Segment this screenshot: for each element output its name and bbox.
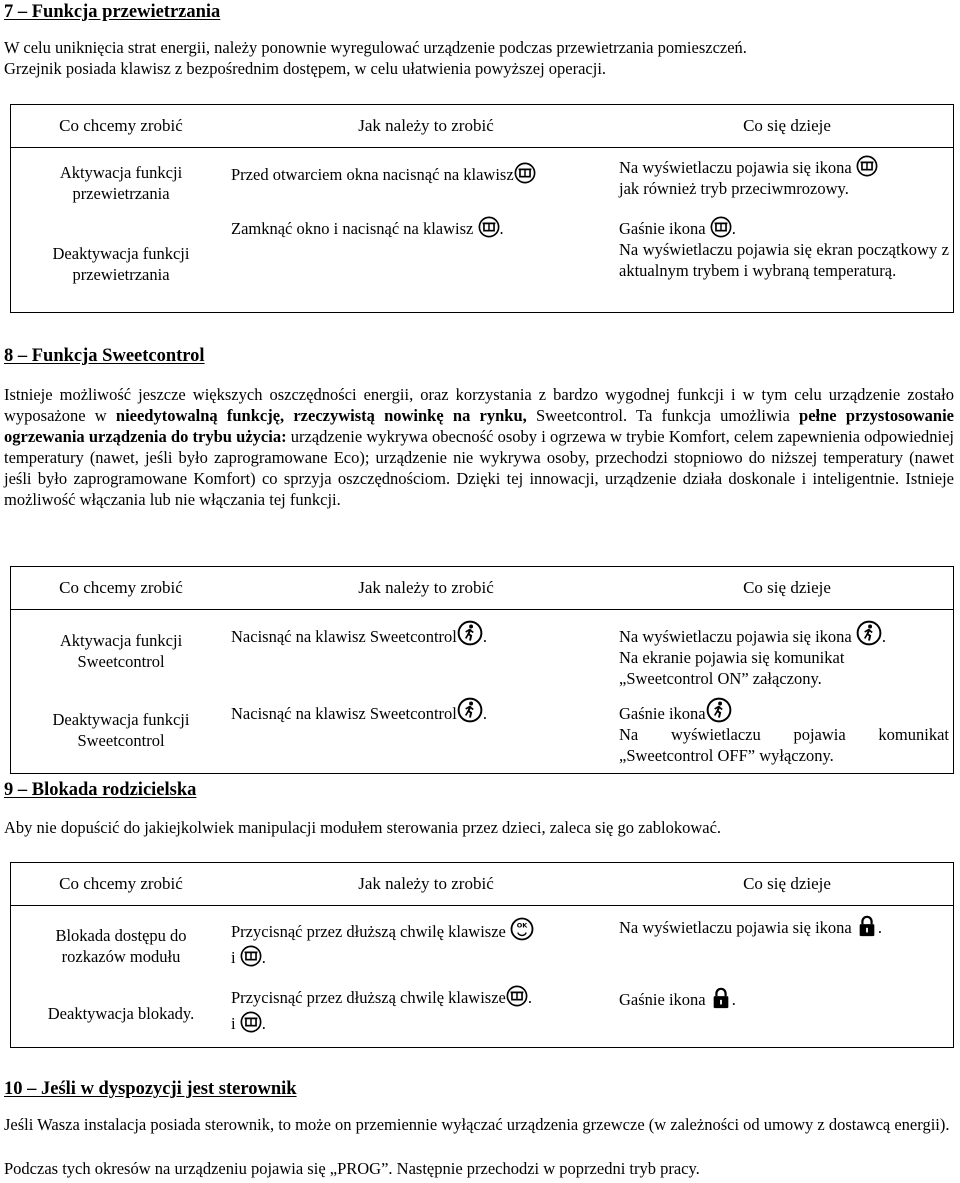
cell-how-activate	[231, 162, 621, 185]
lock-access-line1: Blokada dostępu do	[55, 926, 187, 945]
deactivate-sweet-line2: Sweetcontrol	[77, 731, 165, 750]
result-deactivate-sweet-line2: Na wyświetlaczu pojawia komunikat	[619, 725, 949, 744]
how-deactivate-end: .	[499, 219, 504, 238]
cell-activate-ventilation: Aktywacja funkcji przewietrzania	[59, 163, 183, 203]
col-header-how: Jak należy to zrobić	[358, 874, 494, 893]
section-7-intro-line1: W celu uniknięcia strat energii, należy ponownie wyregulować urządzenie podczas przewietrzania pomieszczeń.	[4, 38, 747, 57]
section-8-heading: 8 – Funkcja Sweetcontrol	[4, 346, 205, 366]
window-key-icon	[240, 1011, 262, 1033]
how-deactivate-sweet-end: .	[482, 704, 488, 723]
window-key-icon	[478, 216, 500, 238]
how-activate-text: Przed otwarciem okna nacisnąć na klawisz	[231, 165, 514, 184]
lock-icon	[856, 915, 878, 937]
ok-key-label: OK	[516, 921, 528, 930]
cell-unlock: Deaktywacja blokady.	[47, 1004, 195, 1023]
cell-deactivate-sweetcontrol	[31, 709, 211, 751]
result-deactivate-end: .	[731, 219, 736, 238]
sweetcontrol-key-icon	[457, 620, 483, 646]
cell-how-lock	[231, 917, 621, 971]
result-activate-sweet-end: .	[881, 627, 887, 646]
section-9-heading: 9 – Blokada rodzicielska	[4, 780, 197, 800]
window-key-icon	[514, 162, 536, 184]
window-key-icon	[506, 985, 528, 1007]
cell-result-deactivate	[619, 216, 949, 281]
how-deactivate-sweet-text: Nacisnąć na klawisz Sweetcontrol	[231, 704, 457, 723]
col-header-how: Jak należy to zrobić	[358, 116, 494, 135]
col-header-result: Co się dzieje	[743, 116, 831, 135]
col-header-result: Co się dzieje	[743, 874, 831, 893]
cell-activate-sweetcontrol	[31, 630, 211, 672]
result-lock-end: .	[877, 918, 883, 937]
result-unlock-end: .	[731, 990, 736, 1009]
how-unlock-end2: .	[261, 1014, 266, 1033]
result-deactivate-sweet-line1: Gaśnie ikona	[619, 704, 706, 723]
section-10-heading: 10 – Jeśli w dyspozycji jest sterownik	[4, 1079, 297, 1099]
result-lock-text: Na wyświetlaczu pojawia się ikona	[619, 918, 852, 937]
sweet-par-bold1: nieedytowalną funkcję, rzeczywistą nowinkę na rynku,	[115, 406, 527, 425]
cell-result-activate	[619, 155, 949, 199]
sweet-par-part2: Sweetcontrol. Ta funkcja umożliwia	[526, 406, 800, 425]
table-header	[11, 863, 953, 906]
lock-icon	[710, 987, 732, 1009]
window-icon	[710, 216, 732, 238]
result-activate-sweet-line1: Na wyświetlaczu pojawia się ikona	[619, 627, 852, 646]
window-key-icon	[240, 945, 262, 967]
cell-how-deactivate	[231, 216, 621, 239]
col-header-how: Jak należy to zrobić	[358, 578, 494, 597]
result-unlock-text: Gaśnie ikona	[619, 990, 706, 1009]
col-header-what: Co chcemy zrobić	[59, 578, 183, 597]
cell-how-unlock	[231, 985, 621, 1037]
cell-result-activate-sweet	[619, 620, 949, 689]
cell-result-unlock	[619, 987, 949, 1010]
col-header-what: Co chcemy zrobić	[59, 116, 183, 135]
how-activate-sweet-text: Nacisnąć na klawisz Sweetcontrol	[231, 627, 457, 646]
sweetcontrol-table	[10, 566, 954, 774]
how-lock-text: Przycisnąć przez dłuższą chwilę klawisze	[231, 922, 506, 941]
how-unlock-text: Przycisnąć przez dłuższą chwilę klawisze	[231, 988, 506, 1007]
lock-access-line2: rozkazów modułu	[61, 947, 181, 966]
result-activate-sweet-line3: „Sweetcontrol ON” załączony.	[619, 669, 822, 688]
col-header-what: Co chcemy zrobić	[59, 874, 183, 893]
ventilation-table	[10, 104, 954, 313]
section-7-heading: 7 – Funkcja przewietrzania	[4, 2, 221, 22]
result-deactivate-line2: Na wyświetlaczu pojawia się ekran początkowy z aktualnym trybem i wybraną temperaturą.	[619, 240, 949, 280]
table-header	[11, 105, 953, 148]
result-activate-line2: jak również tryb przeciwmrozowy.	[619, 179, 849, 198]
result-deactivate-line1: Gaśnie ikona	[619, 219, 706, 238]
how-unlock-and: i	[231, 1014, 236, 1033]
sweet-par-part1: Istnieje możliwość jeszcze większych oszczędności energii, oraz korzystania z bardzo wygodnej funkcji i w tym celu urządzenie zostało wyposażone w	[4, 385, 954, 425]
how-activate-sweet-end: .	[482, 627, 488, 646]
table-header	[11, 567, 953, 610]
cell-how-deactivate-sweet	[231, 697, 621, 724]
result-deactivate-sweet-line3: „Sweetcontrol OFF” wyłączony.	[619, 746, 834, 765]
cell-result-deactivate-sweet	[619, 697, 949, 766]
result-activate-line1: Na wyświetlaczu pojawia się ikona	[619, 158, 852, 177]
how-deactivate-text: Zamknąć okno i nacisnąć na klawisz	[231, 219, 474, 238]
ok-key-icon	[510, 917, 534, 941]
cell-lock-access	[31, 925, 211, 967]
parental-lock-table	[10, 862, 954, 1048]
sweetcontrol-key-icon	[457, 697, 483, 723]
section-7-intro-line2: Grzejnik posiada klawisz z bezpośrednim dostępem, w celu ułatwienia powyższej operacji.	[4, 59, 607, 78]
activate-sweet-line2: Sweetcontrol	[77, 652, 165, 671]
deactivate-sweet-line1: Deaktywacja funkcji	[52, 710, 190, 729]
sweet-par-part3: urządzenie wykrywa obecność osoby i ogrzewa w trybie Komfort, celem zapewnienia odpowiedniej temperatury (nawet, jeśli było zaprogramowane Eco); urządzenie nie wykrywa osoby, przechodzi stopniowo do niższej temperatury (nawet jeśli było zaprogramowane Komfort) co sprzyja oszczędnościom. Dzięki tej innowacji, urządzenie działa doskonale i inteligentnie. Istnieje możliwość włączania lub nie włączania tej funkcji.	[4, 427, 954, 509]
section-9-intro: Aby nie dopuścić do jakiejkolwiek manipulacji modułem sterowania przez dzieci, zaleca się go zablokować.	[4, 818, 722, 837]
result-activate-sweet-line2: Na ekranie pojawia się komunikat	[619, 648, 845, 667]
how-lock-and: i	[231, 948, 236, 967]
cell-deactivate-ventilation: Deaktywacja funkcji przewietrzania	[52, 244, 190, 284]
person-icon	[706, 697, 732, 723]
person-icon	[856, 620, 882, 646]
section-10-paragraph1: Jeśli Wasza instalacja posiada sterownik, to może on przemiennie wyłączać urządzenia grzewcze (w zależności od umowy z dostawcą energii).	[4, 1115, 950, 1134]
how-unlock-end: .	[527, 988, 532, 1007]
sweet-par-bold2: pełne przystosowanie ogrzewania urządzenia do trybu użycia:	[4, 406, 954, 446]
section-8-paragraph	[4, 384, 954, 510]
how-lock-end: .	[261, 948, 266, 967]
col-header-result: Co się dzieje	[743, 578, 831, 597]
activate-sweet-line1: Aktywacja funkcji	[59, 631, 183, 650]
window-icon	[856, 155, 878, 177]
cell-result-lock	[619, 915, 949, 938]
cell-how-activate-sweet	[231, 620, 621, 647]
section-10-paragraph2: Podczas tych okresów na urządzeniu pojawia się „PROG”. Następnie przechodzi w poprzedni tryb pracy.	[4, 1159, 700, 1178]
